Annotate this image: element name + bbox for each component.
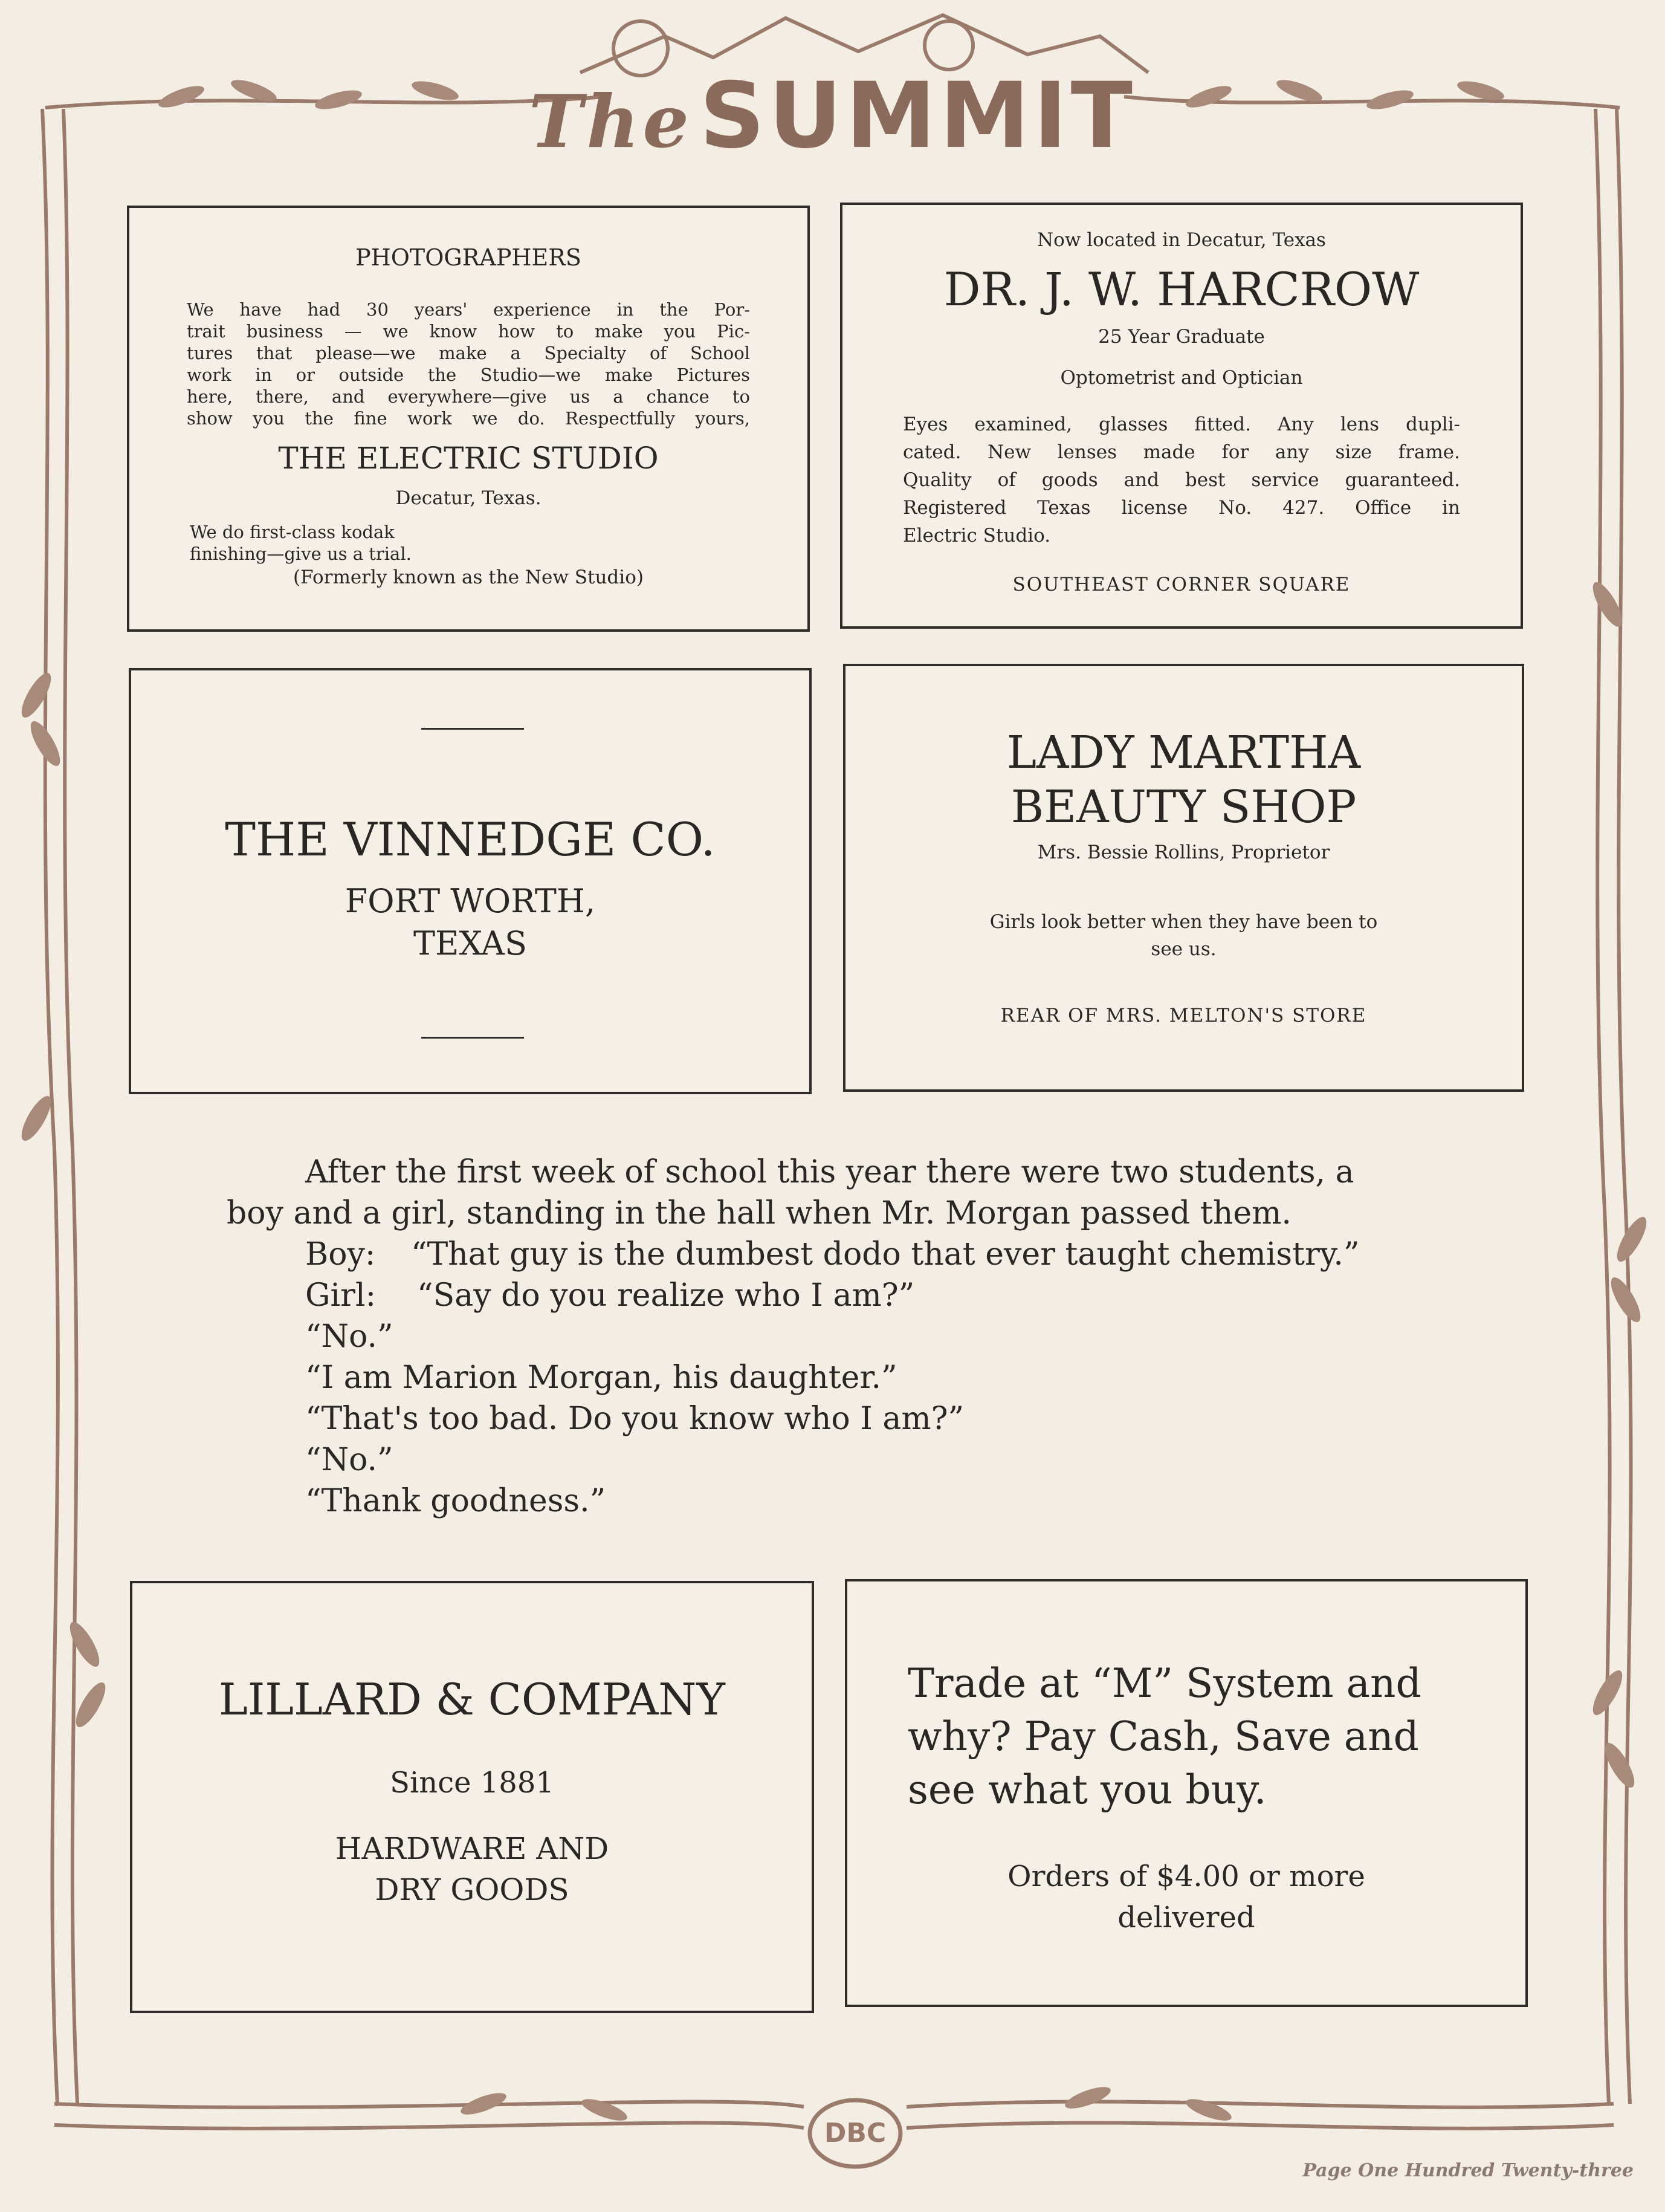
electric-studio-formerly: (Formerly known as the New Studio) (293, 566, 644, 588)
dialogue-line (305, 1398, 1453, 1439)
body-line: work in or outside the Studio—we make Pictures (187, 365, 750, 385)
lady-martha-slogan-line2: see us. (1151, 938, 1217, 960)
ad-lillard (130, 1581, 814, 2013)
dialogue-line (305, 1439, 1453, 1481)
ad-harcrow (840, 203, 1523, 629)
m-system-orders-line1: Orders of $4.00 or more (1007, 1860, 1365, 1893)
lady-martha-address: REAR OF MRS. MELTON'S STORE (1000, 1005, 1367, 1027)
speaker: Boy: (305, 1236, 376, 1273)
dialogue-line (305, 1357, 1453, 1398)
ad-electric-studio (127, 206, 810, 632)
story (227, 1152, 1453, 1522)
body-line: show you the fine work we do. Respectfully yours, (187, 408, 750, 429)
lillard-since: Since 1881 (390, 1766, 554, 1800)
harcrow-profession: Optometrist and Optician (1060, 367, 1303, 389)
body-line: Registered Texas license No. 427. Office in (903, 497, 1460, 519)
body-line: cated. New lenses made for any size frame. (903, 441, 1460, 463)
harcrow-address: SOUTHEAST CORNER SQUARE (1012, 574, 1351, 595)
masthead-the: The (529, 79, 693, 164)
slogan-line: see what you buy. (908, 1766, 1267, 1813)
kodak-line: We do first-class kodak (190, 522, 395, 542)
story-intro-line1: After the first week of school this year there were two students, a (305, 1154, 1354, 1190)
divider-rule (421, 728, 524, 730)
emblem-text: DBC (824, 2118, 887, 2149)
harcrow-name: DR. J. W. HARCROW (943, 262, 1420, 316)
speaker: Girl: (305, 1277, 377, 1314)
m-system-slogan (908, 1657, 1421, 1817)
harcrow-graduate: 25 Year Graduate (1098, 326, 1265, 348)
line-text: “That's too bad. Do you know who I am?” (305, 1401, 965, 1437)
dialogue-line (305, 1316, 1453, 1357)
body-line: trait business — we know how to make you Pic- (187, 321, 750, 342)
body-line: Electric Studio. (903, 525, 1051, 547)
body-line: here, there, and everywhere—give us a chance to (187, 386, 750, 407)
ad-m-system (845, 1579, 1528, 2007)
slogan-line: Trade at “M” System and (908, 1660, 1421, 1707)
line-text: “I am Marion Morgan, his daughter.” (305, 1360, 897, 1396)
ad-lady-martha (843, 664, 1524, 1092)
kodak-line: finishing—give us a trial. (190, 543, 412, 564)
lady-martha-name-line2: BEAUTY SHOP (1010, 781, 1357, 833)
story-intro-line2: boy and a girl, standing in the hall when Mr. Morgan passed them. (227, 1195, 1292, 1231)
ad-vinnedge (129, 668, 812, 1094)
masthead (0, 63, 1665, 169)
body-line: We have had 30 years' experience in the Por- (187, 299, 750, 320)
story-dialogue (227, 1234, 1453, 1522)
m-system-orders-line2: delivered (1117, 1901, 1255, 1935)
body-line: tures that please—we make a Specialty of School (187, 343, 750, 363)
dialogue-line (305, 1481, 1453, 1522)
line-text: “Say do you realize who I am?” (417, 1277, 915, 1314)
lady-martha-slogan-line1: Girls look better when they have been to (989, 911, 1378, 933)
vinnedge-state: TEXAS (413, 924, 527, 962)
electric-studio-heading: PHOTOGRAPHERS (355, 244, 581, 271)
lillard-goods-line1: HARDWARE AND (335, 1831, 609, 1866)
divider-rule (421, 1037, 524, 1039)
lady-martha-proprietor: Mrs. Bessie Rollins, Proprietor (1037, 842, 1330, 863)
electric-studio-body (187, 299, 750, 429)
masthead-title: SUMMIT (699, 63, 1136, 169)
slogan-line: why? Pay Cash, Save and (908, 1713, 1419, 1760)
dialogue-line (305, 1275, 1453, 1316)
body-line: Quality of goods and best service guaranteed. (903, 469, 1460, 491)
body-line: Eyes examined, glasses fitted. Any lens dupli- (903, 414, 1460, 435)
dbc-emblem (807, 2097, 904, 2170)
vinnedge-city: FORT WORTH, (344, 882, 596, 920)
line-text: “That guy is the dumbest dodo that ever taught chemistry.” (411, 1236, 1360, 1273)
harcrow-located: Now located in Decatur, Texas (1037, 229, 1326, 251)
dialogue-line (305, 1234, 1453, 1275)
line-text: “No.” (305, 1442, 393, 1478)
lady-martha-name-line1: LADY MARTHA (1006, 727, 1361, 779)
line-text: “No.” (305, 1318, 393, 1355)
line-text: “Thank goodness.” (305, 1483, 606, 1519)
electric-studio-name: THE ELECTRIC STUDIO (278, 441, 659, 476)
page-number: Page One Hundred Twenty-three (1302, 2160, 1634, 2181)
lillard-goods-line2: DRY GOODS (375, 1872, 569, 1907)
vinnedge-name: THE VINNEDGE CO. (225, 812, 716, 866)
electric-studio-location: Decatur, Texas. (395, 487, 542, 509)
harcrow-body (903, 410, 1460, 550)
lillard-name: LILLARD & COMPANY (219, 1674, 725, 1725)
electric-studio-kodak (190, 521, 412, 565)
